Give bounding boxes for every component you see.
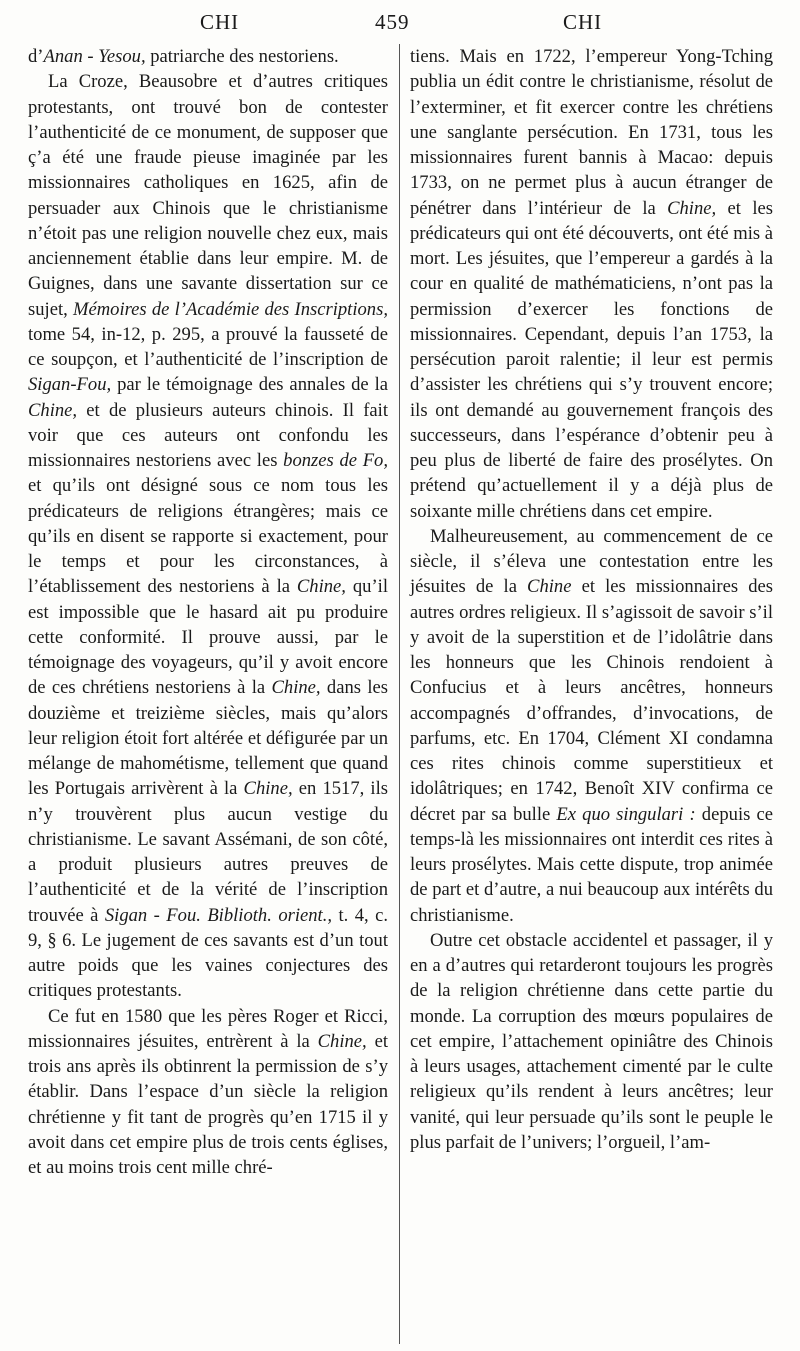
running-head-right: CHI	[563, 10, 603, 34]
paragraph: tiens. Mais en 1722, l’empereur Yong-Tching publia un édit contre le christianisme, résolut de l’exterminer, et fit exercer contre les chrétiens une sanglante persécution. En 1731, tous les missionnaires furent bannis à Macao: depuis 1733, on ne permet plus à aucun étranger de pénétrer dans l’intérieur de la Chine, et les prédicateurs qui ont été découverts, ont été mis à mort. Les jésuites, que l’empereur a gardés à la cour en qualité de mathématiciens, n’ont pas la permission d’exercer les fonctions de missionnaires. Cependant, depuis l’an 1753, la persécution paroit ralentie; il leur est permis d’assister les chrétiens qui s’y trouvent encore; ils ont demandé au gouvernement françois des successeurs, dans l’espérance d’obtenir peu à peu plus de liberté de faire des prosélytes. On prétend qu’actuellement il y a déjà plus de soixante mille chrétiens dans cet empire.	[410, 46, 773, 522]
running-head	[0, 10, 800, 40]
left-column	[28, 44, 388, 1180]
paragraph: Outre cet obstacle accidentel et passager, il y en a d’autres qui retarderont toujours les progrès de la religion chrétienne dans cette partie du monde. La corruption des mœurs populaires de cet empire, l’attachement opiniâtre des Chinois à leurs usages, attachement cimenté par le culte religieux qu’ils rendent à leurs ancêtres; leur vanité, qui leur persuade qu’ils sont le peuple le plus parfait de l’univers; l’orgueil, l’am-	[410, 929, 773, 1153]
page-number: 459	[375, 10, 410, 34]
right-column	[410, 44, 773, 1155]
running-head-left: CHI	[200, 10, 240, 34]
paragraph: d’Anan - Yesou, patriarche des nestoriens.	[28, 46, 339, 67]
paragraph: La Croze, Beausobre et d’autres critiques protestants, ont trouvé bon de contester l’authenticité de ce monument, de supposer que ç’a été une fraude pieuse imaginée par les missionnaires catholiques en 1625, afin de persuader aux Chinois que le christianisme n’étoit pas une religion nouvelle chez eux, mais anciennement établie dans leur empire. M. de Guignes, dans une savante dissertation sur ce sujet, Mémoires de l’Académie des Inscriptions, tome 54, in-12, p. 295, a prouvé la fausseté de ce soupçon, et l’authenticité de l’inscription de Sigan-Fou, par le témoignage des annales de la Chine, et de plusieurs auteurs chinois. Il fait voir que ces auteurs ont confondu les missionnaires nestoriens avec les bonzes de Fo, et qu’ils ont désigné sous ce nom tous les prédicateurs de religions étrangères; mais ce qu’ils en disent se rapporte si exactement, pour le temps et pour les circonstances, à l’établissement des nestoriens à la Chine, qu’il est impossible que le hasard ait pu produire cette conformité. Il prouve aussi, par le témoignage des voyageurs, qu’il y avoit encore de ces chrétiens nestoriens à la Chine, dans les douzième et treizième siècles, mais qu’alors leur religion étoit fort altérée et défigurée par un mélange de mahométisme, tellement que quand les Portugais arrivèrent à la Chine, en 1517, ils n’y trouvèrent plus aucun vestige du christianisme. Le savant Assémani, de son côté, a produit plusieurs autres preuves de l’authenticité et de la vérité de l’inscription trouvée à Sigan - Fou. Biblioth. orient., t. 4, c. 9, § 6. Le jugement de ces savants est d’un tout autre poids que les vaines conjectures des critiques protestants.	[28, 71, 389, 1002]
paragraph: Malheureusement, au commencement de ce siècle, il s’éleva une contestation entre les jésuites de la Chine et les missionnaires des autres ordres religieux. Il s’agissoit de savoir s’il y avoit de la superstition et de l’idolâtrie dans les honneurs que les Chinois rendoient à Confucius et à leurs ancêtres, honneurs accompagnés d’offrandes, d’invocations, de parfums, etc. En 1704, Clément XI condamna ces rites chinois comme superstitieux et idolâtriques; en 1742, Benoît XIV confirma ce décret par sa bulle Ex quo singulari : depuis ce temps-là les missionnaires ont interdit ces rites à leurs prosélytes. Mais cette dispute, trop animée de part et d’autre, a nui beaucoup aux intérêts du christianisme.	[410, 525, 774, 926]
paragraph: Ce fut en 1580 que les pères Roger et Ricci, missionnaires jésuites, entrèrent à la Chine, et trois ans après ils obtinrent la permission de s’y établir. Dans l’espace d’un siècle la religion chrétienne y fit tant de progrès qu’en 1715 il y avoit dans cet empire plus de trois cents églises, et au moins trois cent mille chré-	[28, 1005, 388, 1178]
column-divider	[399, 44, 400, 1344]
